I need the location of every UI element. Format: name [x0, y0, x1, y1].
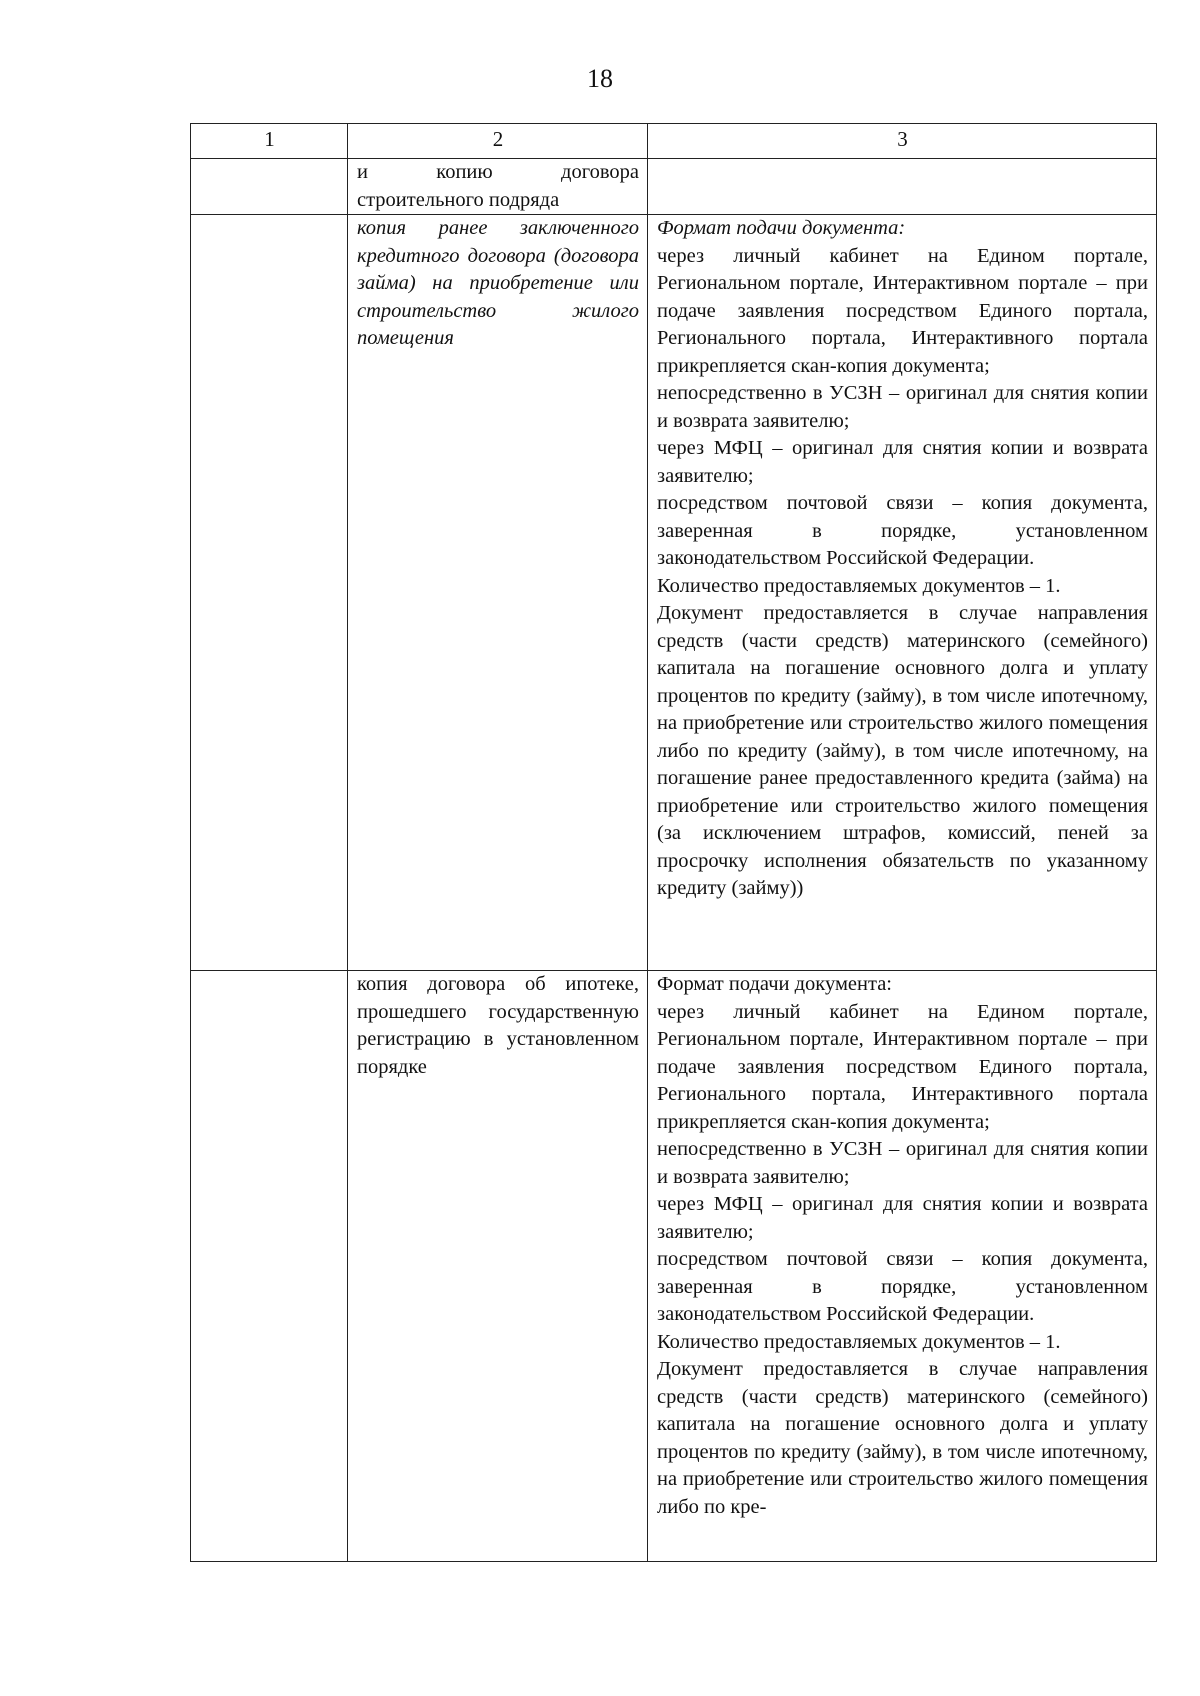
document-name: копия договора об ипотеке, прошедшего государственную регистрацию в установленном порядке — [357, 973, 639, 1078]
table-header-row — [191, 124, 1157, 159]
submission-method-mfc: через МФЦ – оригинал для снятия копии и возврата заявителю; — [657, 437, 1148, 487]
table-row — [191, 971, 1157, 1562]
document-name: и копию договора строительного подряда — [357, 161, 639, 211]
table-row — [191, 215, 1157, 971]
page-number: 18 — [587, 64, 613, 93]
row1-col1 — [191, 159, 348, 215]
submission-method-portal: через личный кабинет на Едином портале, Региональном портале, Интерактивном портале – при подаче заявления посредством Единого портала, Регионального портала, Интерактивного портала прикрепляется скан-копия документа; — [657, 244, 1148, 377]
submission-method-mfc: через МФЦ – оригинал для снятия копии и возврата заявителю; — [657, 1193, 1148, 1243]
submission-method-uszn: непосредственно в УСЗН – оригинал для снятия копии и возврата заявителю; — [657, 1138, 1148, 1188]
header-cell-3: 3 — [648, 124, 1157, 159]
document-count: Количество предоставляемых документов – 1. — [657, 574, 1061, 597]
row3-col3 — [648, 971, 1157, 1562]
document-count: Количество предоставляемых документов – 1. — [657, 1330, 1061, 1353]
submission-format-heading: Формат подачи документа: — [657, 217, 906, 239]
document-name: копия ранее заключенного кредитного договора (договора займа) на приобретение или строительство жилого помещения — [357, 217, 639, 349]
row3-col1 — [191, 971, 348, 1562]
document-condition: Документ предоставляется в случае направления средств (части средств) материнского (семейного) капитала на погашение основного долга и уплату процентов по кредиту (займу), в том числе ипотечному, на приобретение или строительство жилого помещения либо по кре- — [657, 1358, 1148, 1518]
submission-format-heading: Формат подачи документа: — [657, 973, 892, 995]
header-cell-1: 1 — [191, 124, 348, 159]
header-cell-2: 2 — [348, 124, 648, 159]
row3-col2 — [348, 971, 648, 1562]
row1-col2 — [348, 159, 648, 215]
row2-col3 — [648, 215, 1157, 971]
submission-method-portal: через личный кабинет на Едином портале, Региональном портале, Интерактивном портале – при подаче заявления посредством Единого портала, Регионального портала, Интерактивного портала прикрепляется скан-копия документа; — [657, 1000, 1148, 1133]
row2-col2 — [348, 215, 648, 971]
submission-method-post: посредством почтовой связи – копия документа, заверенная в порядке, установленном законодательством Российской Федерации. — [657, 492, 1148, 569]
document-condition: Документ предоставляется в случае направления средств (части средств) материнского (семейного) капитала на погашение основного долга и уплату процентов по кредиту (займу), в том числе ипотечному, на приобретение или строительство жилого помещения либо по кредиту (займу), в том числе ипотечному, на погашение ранее предоставленного кредита (займа) на приобретение или строительство жилого помещения (за исключением штрафов, комиссий, пеней за просрочку исполнения обязательств по указанному кредиту (займу)) — [657, 602, 1148, 899]
row2-col1 — [191, 215, 348, 971]
submission-method-post: посредством почтовой связи – копия документа, заверенная в порядке, установленном законодательством Российской Федерации. — [657, 1248, 1148, 1325]
row1-col3 — [648, 159, 1157, 215]
document-table — [190, 123, 1157, 1562]
submission-method-uszn: непосредственно в УСЗН – оригинал для снятия копии и возврата заявителю; — [657, 382, 1148, 432]
table-row — [191, 159, 1157, 215]
